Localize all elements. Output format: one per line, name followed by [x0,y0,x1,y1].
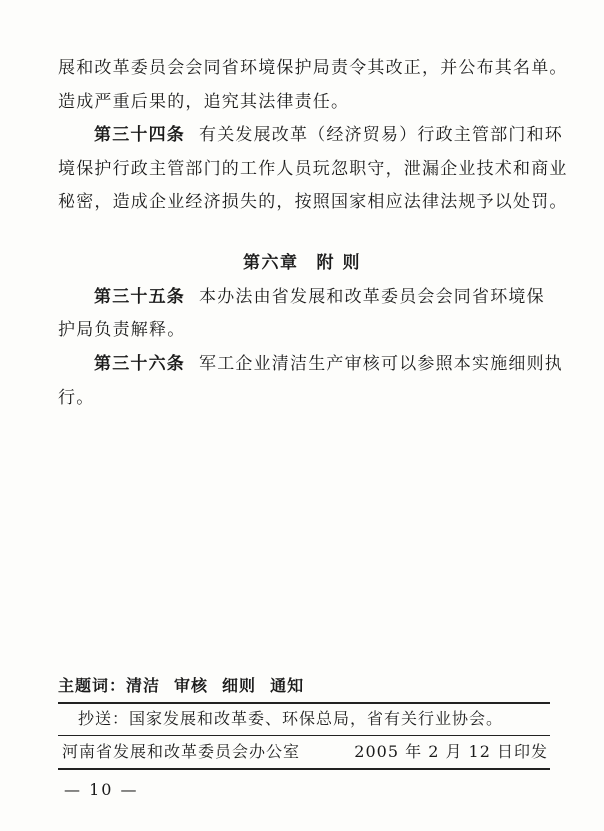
subject-word: 细则 [222,676,257,695]
cc-line: 抄送：国家发展和改革委、环保总局，省有关行业协会。 [78,709,504,728]
chapter-title: 附 则 [316,253,361,273]
article-34-line-3: 秘密，造成企业经济损失的，按照国家相应法律法规予以处罚。 [58,192,568,212]
body-line-2: 造成严重后果的，追究其法律责任。 [58,92,350,112]
subject-word: 审核 [174,676,209,695]
subject-word: 清洁 [126,676,161,695]
page-number: — 10 — [64,780,139,799]
issue-date: 2005 年 2 月 12 日印发 [354,742,548,761]
chapter-number: 第六章 [243,253,299,273]
article-36-line-2: 行。 [58,388,95,408]
issuer-name: 河南省发展和改革委员会办公室 [62,742,301,761]
body-line-1: 展和改革委员会会同省环境保护局责令其改正，并公布其名单。 [58,58,568,78]
subject-terms [58,675,550,697]
footer-rule-top [58,702,550,704]
article-36 [94,352,563,376]
article-35-line-2: 护局负责解释。 [58,320,186,340]
article-36-label: 第三十六条 [94,354,185,374]
article-34 [94,123,563,147]
issuer-line [62,741,548,763]
subject-label: 主题词： [58,676,127,695]
article-34-label: 第三十四条 [94,125,185,145]
article-35-text-1: 本办法由省发展和改革委员会会同省环境保 [199,287,545,307]
article-34-text-1: 有关发展改革（经济贸易）行政主管部门和环 [199,125,563,145]
chapter-heading [0,251,604,275]
footer-rule-bottom [58,768,550,770]
article-34-line-2: 境保护行政主管部门的工作人员玩忽职守，泄漏企业技术和商业 [58,159,568,179]
article-35 [94,285,550,309]
article-35-label: 第三十五条 [94,287,185,307]
footer-rule-middle [58,735,550,736]
article-36-text-1: 军工企业清洁生产审核可以参照本实施细则执 [199,354,563,374]
subject-word: 通知 [270,676,305,695]
